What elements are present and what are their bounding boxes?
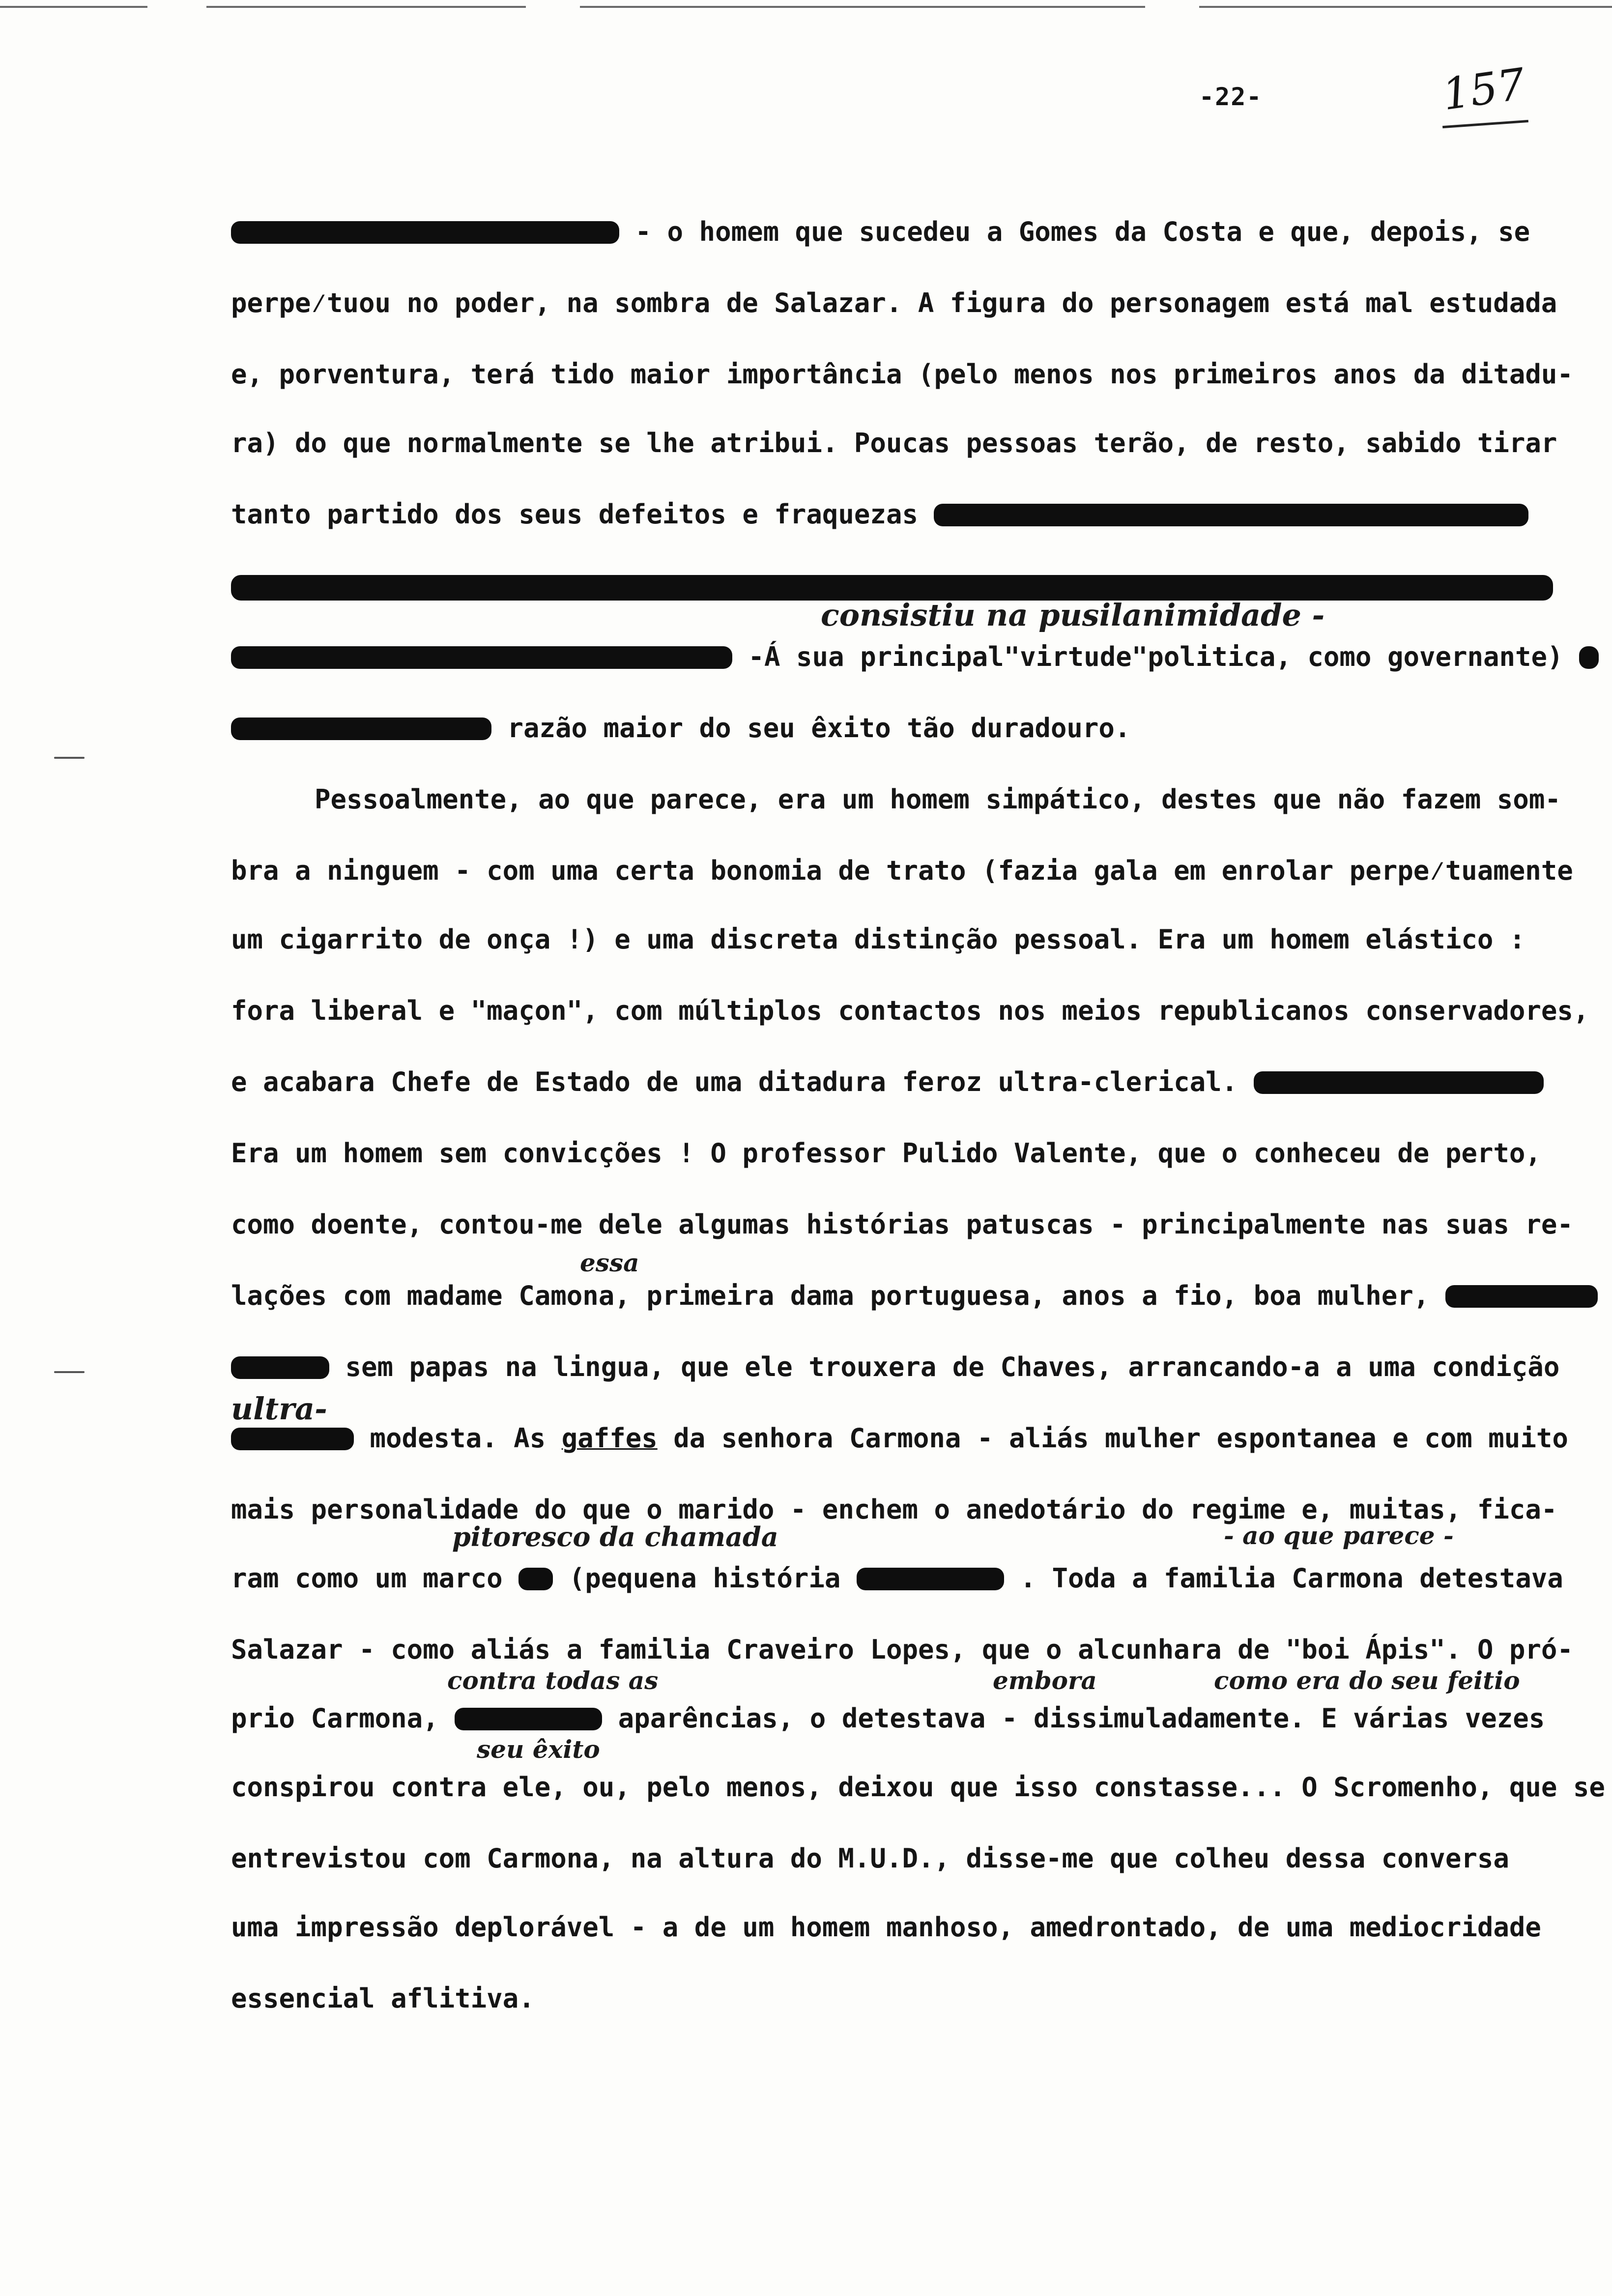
folio-underline <box>1442 120 1528 128</box>
handwritten-annotation: embora <box>993 1666 1097 1695</box>
text-line: entrevistou com Carmona, na altura do M.U.D., disse-me que colheu dessa conversa <box>231 1843 1509 1874</box>
text-line: um cigarrito de onça !) e uma discreta distinção pessoal. Era um homem elástico : <box>231 924 1526 955</box>
handwritten-annotation: contra todas as <box>447 1666 659 1695</box>
line-text: ram como um marco <box>231 1563 503 1594</box>
handwritten-annotation: seu êxito <box>477 1735 600 1764</box>
handwritten-annotation: essa <box>580 1248 639 1277</box>
handwritten-annotation: consistiu na pusilanimidade - <box>821 597 1325 633</box>
text-line: Era um homem sem convicções ! O professor Pulido Valente, que o conheceu de perto, <box>231 1138 1541 1169</box>
text-line: essencial aflitiva. <box>231 1983 535 2014</box>
redaction-mark <box>231 1428 354 1450</box>
page-number: -22- <box>1199 83 1263 111</box>
text-line <box>231 1066 1544 1098</box>
line-text: modesta. As <box>370 1423 546 1454</box>
text-line <box>231 713 1130 744</box>
line-text: aparências, o detestava - <box>618 1703 1018 1734</box>
text-line: bra a ninguem - com uma certa bonomia de trato (fazia gala em enrolar perpe⁄tuamente <box>231 855 1573 886</box>
top-edge-line <box>580 6 1145 8</box>
line-text: razão maior do seu êxito tão duradouro. <box>507 713 1131 744</box>
text-line <box>231 1351 1559 1383</box>
line-text: -Á sua principal"virtude"politica, como governante) <box>748 641 1563 672</box>
text-line: como doente, contou-me dele algumas histórias patuscas - principalmente nas suas re- <box>231 1209 1573 1240</box>
top-edge-line <box>1199 6 1612 8</box>
redaction-mark <box>1445 1285 1598 1308</box>
redaction-mark <box>231 718 491 740</box>
underlined-word: gaffes <box>561 1423 658 1454</box>
redaction-mark <box>231 646 732 669</box>
line-text: lações com madame Camona, primeira dama portuguesa, anos a fio, boa mulher, <box>231 1280 1430 1311</box>
text-line: mais personalidade do que o marido - enchem o anedotário do regime e, muitas, fica- <box>231 1494 1557 1525</box>
text-line: conspirou contra ele, ou, pelo menos, deixou que isso constasse... O Scromenho, que se <box>231 1772 1605 1803</box>
redaction-mark <box>231 1356 329 1379</box>
line-text: da senhora Carmona - aliás mulher espontanea e com muito <box>673 1423 1568 1454</box>
text-line: perpe⁄tuou no poder, na sombra de Salazar. A figura do personagem está mal estudada <box>231 287 1557 318</box>
redaction-mark <box>455 1708 602 1730</box>
handwritten-annotation: como era do seu feitio <box>1214 1666 1520 1695</box>
redaction-mark <box>231 221 619 244</box>
text-line: Salazar - como aliás a familia Craveiro Lopes, que o alcunhara de "boi Ápis". O pró- <box>231 1634 1573 1665</box>
text-line: Pessoalmente, ao que parece, era um homem simpático, destes que não fazem som- <box>315 784 1561 815</box>
text-line: e, porventura, terá tido maior importância (pelo menos nos primeiros anos da ditadu- <box>231 359 1573 390</box>
line-text: - o homem que sucedeu a Gomes da Costa e que, depois, se <box>635 216 1530 247</box>
handwritten-annotation: ultra- <box>231 1391 327 1427</box>
text-line: fora liberal e "maçon", com múltiplos contactos nos meios republicanos conservadores, <box>231 995 1589 1026</box>
line-text: tanto partido dos seus defeitos e fraquezas <box>231 499 918 530</box>
top-edge-line <box>0 6 147 8</box>
redaction-mark <box>1579 646 1599 669</box>
line-text: dissimuladamente. E várias vezes <box>1033 1703 1545 1734</box>
text-line <box>231 641 1599 673</box>
text-line <box>231 1563 1563 1594</box>
redaction-mark <box>857 1568 1004 1590</box>
margin-mark <box>54 757 85 759</box>
top-edge-line <box>206 6 526 8</box>
text-line <box>231 499 1528 530</box>
margin-mark <box>54 1371 85 1373</box>
redaction-mark <box>934 504 1528 526</box>
handwritten-annotation: pitoresco da chamada <box>452 1521 778 1552</box>
text-line <box>231 1280 1598 1312</box>
line-text: . Toda a familia Carmona detestava <box>1020 1563 1563 1594</box>
redaction-mark <box>518 1568 553 1590</box>
folio-number: 157 <box>1439 58 1528 120</box>
line-text: sem papas na lingua, que ele trouxera de Chaves, arrancando-a a uma condição <box>345 1351 1560 1382</box>
handwritten-annotation: - ao que parece - <box>1224 1521 1454 1550</box>
text-line: uma impressão deplorável - a de um homem manhoso, amedrontado, de uma mediocridade <box>231 1912 1541 1943</box>
redaction-mark <box>1254 1071 1544 1094</box>
line-text: (pequena história <box>569 1563 841 1594</box>
line-text: e acabara Chefe de Estado de uma ditadura feroz ultra-clerical. <box>231 1066 1238 1097</box>
line-text: prio Carmona, <box>231 1703 439 1734</box>
text-line <box>231 1703 1545 1734</box>
text-line <box>231 1423 1568 1454</box>
text-line: ra) do que normalmente se lhe atribui. Poucas pessoas terão, de resto, sabido tirar <box>231 428 1557 459</box>
text-line <box>231 216 1530 248</box>
